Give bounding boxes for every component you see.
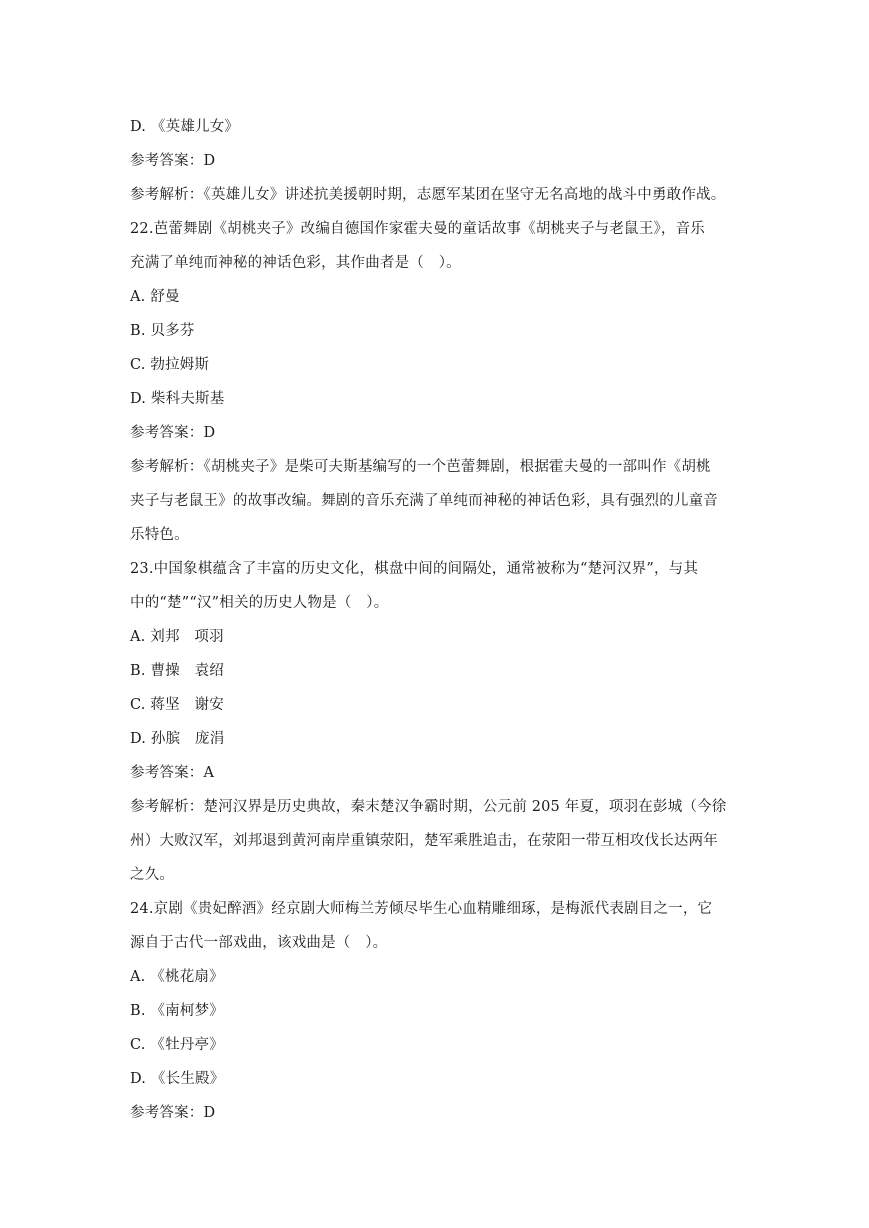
q23-analysis-line: 州）大败汉军，刘邦退到黄河南岸重镇荥阳，楚军乘胜追击，在荥阳一带互相攻伐长达两年 <box>130 833 718 849</box>
q22-option-b: B. 贝多芬 <box>130 323 195 339</box>
q24-option-a: A. 《桃花扇》 <box>130 969 224 985</box>
q24-option-b: B. 《南柯梦》 <box>130 1003 224 1019</box>
q22-option-c: C. 勃拉姆斯 <box>130 357 210 373</box>
q21-analysis: 参考解析：《英雄儿女》讲述抗美援朝时期，志愿军某团在坚守无名高地的战斗中勇敢作战。 <box>130 187 726 203</box>
q24-stem-line: 源自于古代一部戏曲，该戏曲是（ ）。 <box>130 935 388 951</box>
q23-option-b: B. 曹操 袁绍 <box>130 663 224 679</box>
q24-option-d: D. 《长生殿》 <box>130 1071 225 1087</box>
q21-option-d: D. 《英雄儿女》 <box>130 119 240 135</box>
q23-option-c: C. 蒋坚 谢安 <box>130 697 224 713</box>
question-24 <box>130 892 742 1130</box>
q22-option-d: D. 柴科夫斯基 <box>130 391 225 407</box>
document-page <box>130 110 742 1130</box>
q22-answer: 参考答案：D <box>130 425 216 441</box>
q22-option-a: A. 舒曼 <box>130 289 180 305</box>
q24-option-c: C. 《牡丹亭》 <box>130 1037 224 1053</box>
q21-answer: 参考答案：D <box>130 153 216 169</box>
q23-analysis-line: 参考解析：楚河汉界是历史典故，秦末楚汉争霸时期，公元前 205 年夏，项羽在彭城（今徐 <box>130 799 727 815</box>
q22-analysis-line: 夹子与老鼠王》的故事改编。舞剧的音乐充满了单纯而神秘的神话色彩，具有强烈的儿童音 <box>130 493 718 509</box>
q22-stem-line: 充满了单纯而神秘的神话色彩，其作曲者是（ ）。 <box>130 255 461 271</box>
question-22 <box>130 212 742 552</box>
q24-answer: 参考答案：D <box>130 1105 216 1121</box>
q23-option-d: D. 孙膑 庞涓 <box>130 731 225 747</box>
q23-analysis-line: 之久。 <box>130 867 175 883</box>
q23-stem-line: 中的“楚”“汉”相关的历史人物是（ ）。 <box>130 595 389 611</box>
q23-stem-line: 23.中国象棋蕴含了丰富的历史文化，棋盘中间的间隔处，通常被称为“楚河汉界”，与其 <box>130 561 699 577</box>
question-23 <box>130 552 742 892</box>
q23-option-a: A. 刘邦 项羽 <box>130 629 224 645</box>
q22-analysis-line: 参考解析：《胡桃夹子》是柴可夫斯基编写的一个芭蕾舞剧，根据霍夫曼的一部叫作《胡桃 <box>130 459 711 475</box>
q22-stem-line: 22.芭蕾舞剧《胡桃夹子》改编自德国作家霍夫曼的童话故事《胡桃夹子与老鼠王》，音乐 <box>130 221 706 237</box>
q24-stem-line: 24.京剧《贵妃醉酒》经京剧大师梅兰芳倾尽毕生心血精雕细琢，是梅派代表剧目之一，它 <box>130 901 713 917</box>
q22-analysis-line: 乐特色。 <box>130 527 189 543</box>
q23-answer: 参考答案：A <box>130 765 215 781</box>
